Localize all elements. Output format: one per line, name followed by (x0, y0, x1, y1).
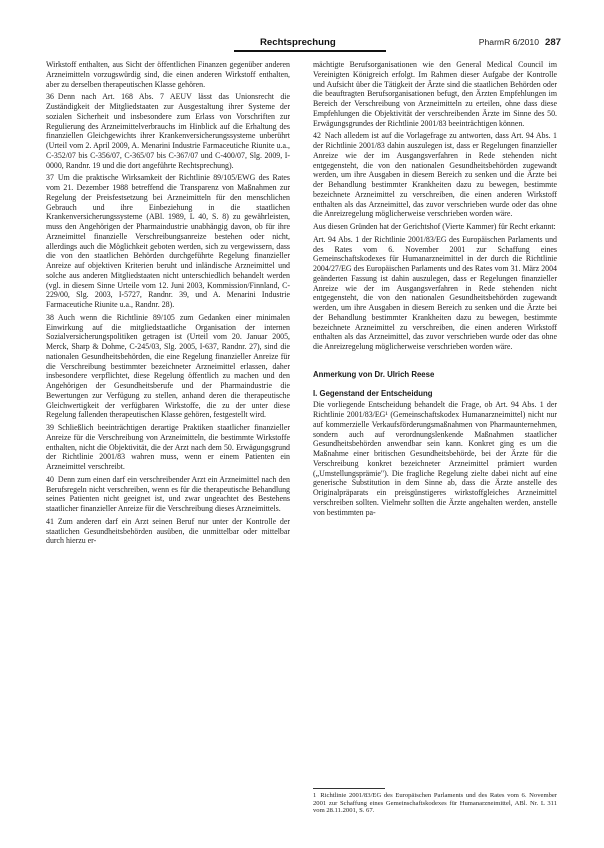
paragraph-42 (313, 131, 557, 219)
paragraph-text: Zum anderen darf ein Arzt seinen Beruf nur unter der Kontrolle der staatlichen Gesundheitsbehörden ausüben, die unmittelbar oder mittelbar durch hierzu er- (46, 516, 290, 546)
footnote-text: Richtlinie 2001/83/EG des Europäischen Parlaments und des Rates vom 6. November 2001 zur Schaffung eines Gemeinschaftskodexes für Humanarzneimittel, ABl. Nr. L 311 vom 28.11.2001, S. 67. (313, 792, 557, 815)
right-column (313, 60, 557, 520)
paragraph-36 (46, 92, 290, 170)
paragraph-number: 41 (46, 516, 54, 526)
section-underline (234, 50, 386, 52)
annotation-section-heading: I. Gegenstand der Entscheidung (313, 388, 433, 398)
right_column-paragraph (313, 60, 557, 128)
paragraph-41 (46, 517, 290, 546)
journal-name: PharmR 6/2010 (478, 37, 539, 47)
paragraph-text: Aus diesen Gründen hat der Gerichtshof (Vierte Kammer) für Recht erkannt: (313, 222, 556, 231)
footnotes (313, 788, 557, 815)
paragraph-37 (46, 173, 290, 310)
paragraph-text: Denn zum einen darf ein verschreibender Arzt ein Arzneimittel nach den Berufsregeln nicht verschreiben, wenn es für die therapeutische Behandlung seines Patienten nicht geeignet ist, und zwar ungeachtet des Bestehens staatlicher finanzieller Anreize für die Verschreibung dieses Arzneimittels. (46, 474, 290, 513)
left_column-paragraph (46, 60, 290, 89)
paragraph-39 (46, 423, 290, 472)
paragraph-40 (46, 475, 290, 514)
paragraph-number: 36 (46, 92, 54, 102)
paragraph-number: 40 (46, 474, 54, 484)
paragraph-number: 38 (46, 312, 54, 322)
paragraph-number: 39 (46, 423, 54, 432)
footnote (313, 792, 557, 815)
paragraph-text: Art. 94 Abs. 1 der Richtlinie 2001/83/EG des Europäischen Parlaments und des Rates vom 6. November 2001 zur Schaffung eines Gemeinschaftskodexes für Humanarzneimittel in der durch die Richtlinie 2004/27/EG des Europäischen Parlaments und des Rates vom 31. März 2004 geänderten Fassung ist dahin auszulegen, dass er Regelungen finanzieller Anreize wie der im Ausgangsverfahren in Rede stehenden nicht entgegensteht, die von den nationalen Gesundheitsbehörden zugewandt werden, um ihre Ausgaben in diesem Bereich zu senken und die Ärzte bei der Behandlung bestimmter Krankheiten dazu zu bewegen, bestimmte bezeichnete Arzneimittel zu verschreiben, die einen anderen Wirkstoff enthalten als das Arzneimittel, das zuvor verschrieben wurde oder das ohne die Anreizregelung möglicherweise verschrieben worden wäre. (313, 234, 557, 351)
footnote-number: 1 (313, 792, 317, 799)
page-header (46, 34, 561, 54)
annotation-body: Die vorliegende Entscheidung behandelt die Frage, ob Art. 94 Abs. 1 der Richtlinie 2001/83/EG¹ (Gemeinschaftskodex Humanarzneimittel) nicht nur auf kommerzielle Verkaufsförderungsmaßnahmen von Pharmaunternehmen, sondern auch auf verordnungslenkende Maßnahmen staatlicher Gesundheitsbehörden anwendbar sein kann. Konkret ging es um die Maßnahme einer britischen Gesundheitsbehörde, bei der Ärzte für die Verschreibung konkret bezeichneter Arzneimittel prämiert wurden („Umstellungsprämie"). Die fragliche Regelung zielte dabei nicht auf eine generische Substitution in dem Sinne ab, dass die Ärzte anstelle des Originalpräparats ein preisgünstigeres wirkstoffgleiches Arzneimittel verschreiben sollten. Vielmehr sollten die Ärzte angehalten werden, anstelle von bestimmten pa- (313, 400, 557, 517)
section-label: Rechtsprechung (260, 37, 336, 48)
page-number: 287 (544, 37, 561, 48)
journal-reference (479, 37, 561, 48)
paragraph-number: 42 (313, 131, 321, 141)
paragraph-text: Um die praktische Wirksamkeit der Richtlinie 89/105/EWG des Rates vom 21. Dezember 1988 betreffend die Transparenz von Maßnahmen zur Regelung der Preisfestsetzung bei Arzneimitteln für den menschlichen Gebrauch und ihre Einbeziehung in die staatlichen Krankenversicherungssysteme (ABl. 1989, L 40, S. 8) zu gewährleisten, muss den Angehörigen der Pharmaindustrie unabhängig davon, ob für ihre Arzneimittel finanzielle Verschreibungsanreize bestehen oder nicht, allerdings auch die Möglichkeit geboten werden, sich zu vergewissern, dass die von den staatlichen Behörden durchgeführte Regelung finanzieller Anreize auf objektiven Kriterien beruht und inländische Arzneimittel und solche aus anderen Mitgliedstaaten nicht unterschiedlich behandelt werden (vgl. in diesem Sinne Urteile vom 12. Juni 2003, Kommission/Finnland, C-229/00, Slg. 2003, I-5727, Randnr. 39, und A. Menarini Industrie Farmaceutiche Riunite u.a., Randnr. 28). (46, 173, 290, 309)
paragraph-text: Schließlich beeinträchtigen derartige Praktiken staatlicher finanzieller Anreize für die Verschreibung von Arzneimitteln, die bestimmte Wirkstoffe enthalten, nicht die Objektivität, die der Arzt nach dem 50. Erwägungsgrund der Richtlinie 2001/83 wahren muss, wenn er einem Patienten ein Arzneimittel verschreibt. (46, 423, 290, 471)
paragraph-text: Auch wenn die Richtlinie 89/105 zum Gedanken einer minimalen Einwirkung auf die mitgliedstaatliche Organisation der internen Sozialversicherungspolitiken getragen ist (Urteil vom 20. Januar 2005, Merck, Sharp & Dohme, C-245/03, Slg. 2005, I-637, Randnr. 27), sind die nationalen Gesundheitsbehörden, die eine Regelung finanzieller Anreize für die Verschreibung bestimmter bezeichneter Arzneimittel erlassen, daher insbesondere verpflichtet, diese Regelung öffentlich zu machen und den Angehörigen der Gesundheitsberufe und der Pharmaindustrie die Bewertungen zur Verfügung zu stellen, anhand deren die therapeutische Gleichwertigkeit der verfügbaren Wirkstoffe, die zu der unter diese Regelung fallenden therapeutischen Klasse gehören, festgestellt wird. (46, 312, 290, 420)
paragraph-text: Denn nach Art. 168 Abs. 7 AEUV lässt das Unionsrecht die Zuständigkeit der Mitgliedstaaten zur Ausgestaltung ihrer Systeme der sozialen Sicherheit und insbesondere zum Erlass von Vorschriften zur Regulierung des Arzneimittelverbrauchs im Hinblick auf die Erhaltung des finanziellen Gleichgewichts ihrer Krankenversicherungssysteme unberührt (Urteil vom 2. April 2009, A. Menarini Industrie Farmaceutiche Riunite u.a., C-352/07 bis C-356/07, C-365/07 bis C-367/07 und C-400/07, Slg. 2009, I-0000, Randnr. 19 und die dort angeführte Rechtsprechung). (46, 92, 290, 170)
paragraph-text: mächtigte Berufsorganisationen wie den General Medical Council im Vereinigten Königreich erfolgt. Im Rahmen dieser Aufgabe der Kontrolle und Aufsicht über die Tätigkeit der Ärzte sind die staatlichen Behörden oder die beauftragten Berufsorganisationen befugt, den Ärzten Empfehlungen im Bereich der Verschreibung von Arzneimitteln zu erteilen, ohne dass diese Empfehlungen die Objektivität der verschreibenden Ärzte im Sinne des 50. Erwägungsgrundes der Richtlinie 2001/83 beeinträchtigen können. (313, 60, 557, 128)
paragraph-text: Wirkstoff enthalten, aus Sicht der öffentlichen Finanzen gegenüber anderen Arzneimitteln vorzugswürdig sind, die einen anderen Wirkstoff enthalten, aber zu derselben therapeutischen Klasse gehören. (46, 60, 290, 89)
right_column-paragraph (313, 235, 557, 352)
paragraph-number: 37 (46, 173, 54, 183)
left-column (46, 60, 290, 549)
right_column-paragraph (313, 222, 557, 232)
annotation-title: Anmerkung von Dr. Ulrich Reese (313, 369, 435, 379)
right-column-paragraphs (313, 60, 557, 352)
footnote-rule (313, 788, 385, 789)
paragraph-text: Nach alledem ist auf die Vorlagefrage zu antworten, dass Art. 94 Abs. 1 der Richtlinie 2001/83 dahin auszulegen ist, dass er Regelungen finanzieller Anreize wie der im Ausgangsverfahren in Rede stehenden nicht entgegensteht, die von den nationalen Gesundheitsbehörden zugewandt werden, um ihre Ausgaben in diesem Bereich zu senken und die Ärzte bei der Behandlung bestimmter Krankheiten dazu zu bewegen, bestimmte bezeichnete Arzneimittel zu verschreiben, die einen anderen Wirkstoff enthalten als das Arzneimittel, das zuvor verschrieben wurde oder das ohne die Anreizregelung möglicherweise verschrieben worden wäre. (313, 131, 557, 219)
paragraph-38 (46, 313, 290, 420)
